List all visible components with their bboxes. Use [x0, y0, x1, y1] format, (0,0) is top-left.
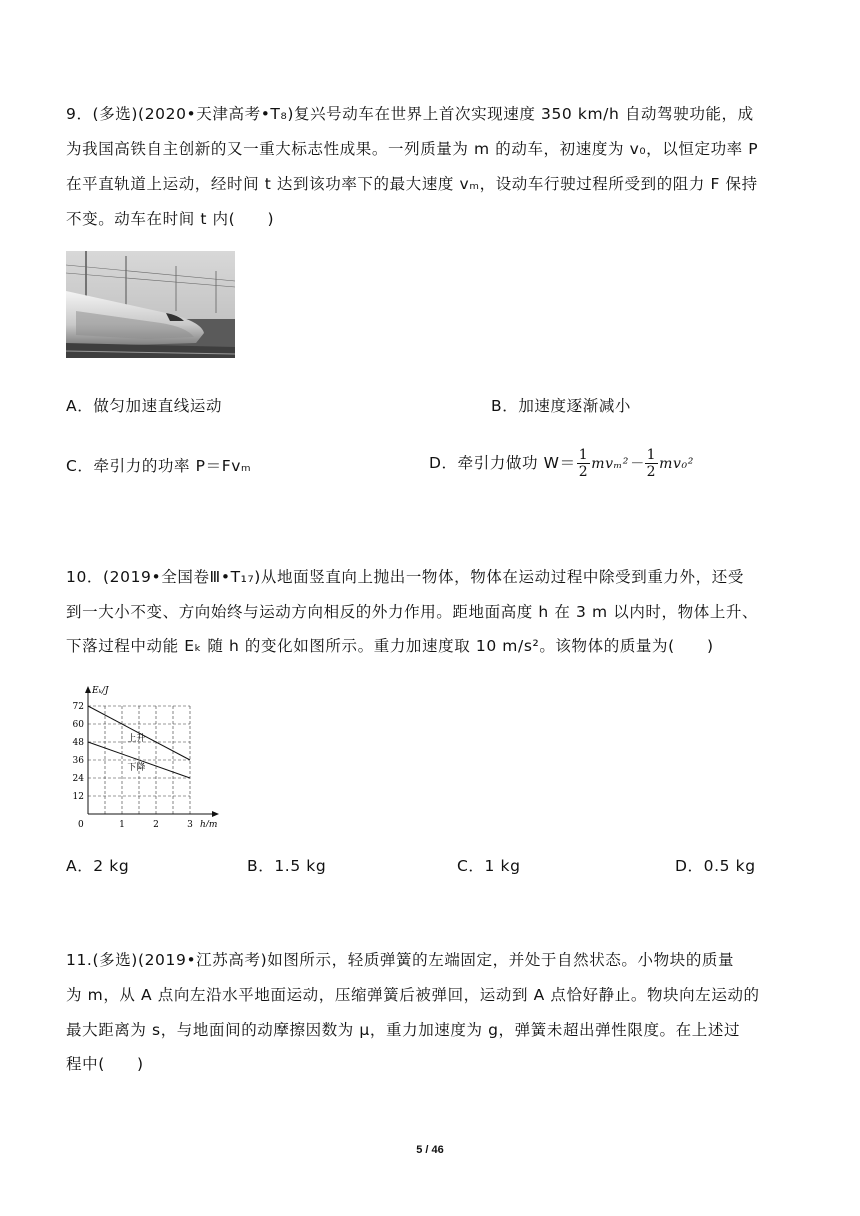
- q10-line-2: 到一大小不变、方向始终与运动方向相反的外力作用。距地面高度 h 在 3 m 以内时，物体上升、: [66, 603, 759, 621]
- q11-line-4: 程中( ): [66, 1055, 144, 1073]
- fraction-one-half-2: $\frac{1}{2}$: [646, 447, 657, 480]
- series-label-descent: 下降: [127, 763, 146, 774]
- fraction-one-half: $\frac{1}{2}$: [578, 447, 589, 480]
- x-tick-label: 3: [187, 820, 193, 827]
- y-tick-label: 60: [72, 720, 84, 730]
- x-axis-label: h/m: [200, 820, 218, 827]
- y-axis-label: Eₖ/J: [92, 686, 109, 696]
- q11-line-2: 为 m，从 A 点向左沿水平地面运动，压缩弹簧后被弹回，运动到 A 点恰好静止。物块向左运动的: [66, 986, 760, 1004]
- x-axis-arrow: [212, 811, 219, 817]
- q9-option-c[interactable]: C．牵引力的功率 P＝Fvₘ: [66, 457, 252, 475]
- y-tick-label: 48: [72, 738, 84, 748]
- y-tick-label: 24: [72, 774, 84, 784]
- q10-line-1: 10．(2019•全国卷Ⅲ•T₁₇)从地面竖直向上抛出一物体，物体在运动过程中除受到重力外，还受: [66, 568, 744, 586]
- q9-option-b[interactable]: B．加速度逐渐减小: [491, 397, 632, 415]
- q9-line-2: 为我国高铁自主创新的又一重大标志性成果。一列质量为 m 的动车，初速度为 v₀，以恒定功率 P: [66, 140, 759, 158]
- q10-line-3: 下落过程中动能 Eₖ 随 h 的变化如图所示。重力加速度取 10 m/s²。该物体的质量为( ): [66, 637, 714, 655]
- q11-line-3: 最大距离为 s，与地面间的动摩擦因数为 μ，重力加速度为 g，弹簧未超出弹性限度。在上述过: [66, 1021, 741, 1039]
- y-tick-label: 12: [72, 792, 84, 802]
- page-number: 5 / 46: [416, 1144, 444, 1156]
- x-tick-label: 2: [153, 820, 159, 827]
- origin-label: 0: [78, 820, 84, 827]
- q9-line-1: 9．(多选)(2020•天津高考•T₈)复兴号动车在世界上首次实现速度 350 km/h 自动驾驶功能，成: [66, 105, 754, 123]
- q10-option-b[interactable]: B．1.5 kg: [247, 857, 327, 875]
- q9-option-d-prefix: D．牵引力做功 W＝: [429, 454, 576, 472]
- ek-vs-h-chart: [60, 682, 230, 827]
- q9-line-3: 在平直轨道上运动，经时间 t 达到该功率下的最大速度 vₘ，设动车行驶过程所受到的阻力 F 保持: [66, 175, 758, 193]
- q10-option-a[interactable]: A．2 kg: [66, 857, 130, 875]
- q10-option-c[interactable]: C．1 kg: [457, 857, 521, 875]
- q9-option-d-term1: mvₘ²－: [591, 456, 644, 472]
- q9-option-d-term2: mv₀²: [659, 456, 694, 472]
- q9-option-a[interactable]: A．做匀加速直线运动: [66, 397, 223, 415]
- y-tick-label: 36: [72, 756, 84, 766]
- series-label-ascent: 上升: [127, 733, 146, 744]
- y-tick-label: 72: [72, 702, 84, 712]
- q9-line-4: 不变。动车在时间 t 内( ): [66, 210, 275, 228]
- train-photo: [66, 251, 235, 358]
- x-tick-label: 1: [119, 820, 125, 827]
- y-axis-arrow: [85, 686, 91, 693]
- q10-option-d[interactable]: D．0.5 kg: [675, 857, 756, 875]
- q11-line-1: 11.(多选)(2019•江苏高考)如图所示，轻质弹簧的左端固定，并处于自然状态。小物块的质量: [66, 951, 735, 969]
- q9-option-d[interactable]: [429, 447, 694, 480]
